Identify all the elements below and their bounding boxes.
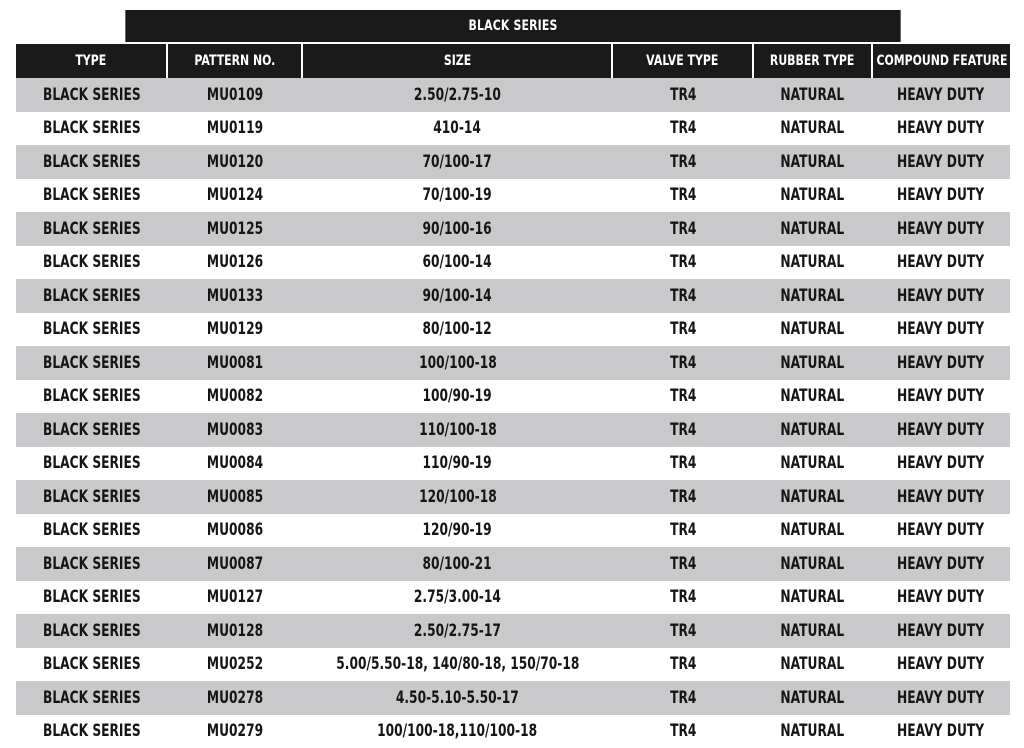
black-series-table [16, 10, 1010, 748]
table-row [16, 715, 1010, 748]
table-row [16, 145, 1010, 179]
cell-rubber-type [753, 681, 872, 715]
cell-pattern-no [168, 279, 302, 313]
cell-rubber-type [753, 145, 872, 179]
cell-valve-type [613, 715, 753, 748]
table-row [16, 212, 1010, 246]
table-row [16, 681, 1010, 715]
cell-type [16, 112, 168, 146]
cell-pattern-no-text: MU0084 [207, 453, 263, 473]
cell-pattern-no [168, 380, 302, 414]
column-header-valve-type [611, 44, 752, 78]
cell-rubber-type [753, 380, 872, 414]
table-row [16, 279, 1010, 313]
cell-type-text: BLACK SERIES [43, 118, 141, 138]
cell-compound-feature-text: HEAVY DUTY [897, 353, 984, 373]
cell-compound-feature-text: HEAVY DUTY [897, 554, 984, 574]
cell-valve-type [613, 480, 753, 514]
cell-type [16, 480, 168, 514]
table-row [16, 313, 1010, 347]
cell-pattern-no [168, 648, 302, 682]
cell-type-text: BLACK SERIES [43, 721, 141, 741]
cell-size [302, 681, 613, 715]
cell-rubber-type [753, 581, 872, 615]
cell-pattern-no [168, 246, 302, 280]
cell-valve-type [613, 179, 753, 213]
cell-compound-feature-text: HEAVY DUTY [897, 152, 984, 172]
cell-size [302, 179, 613, 213]
column-header-pattern-no-label: PATTERN NO. [194, 53, 275, 69]
cell-size-text: 2.50/2.75-17 [414, 621, 501, 641]
cell-pattern-no-text: MU0083 [207, 420, 263, 440]
cell-pattern-no-text: MU0086 [207, 520, 263, 540]
cell-compound-feature-text: HEAVY DUTY [897, 118, 984, 138]
cell-size-text: 2.50/2.75-10 [414, 85, 501, 105]
cell-type [16, 246, 168, 280]
cell-rubber-type-text: NATURAL [781, 420, 845, 440]
cell-type [16, 380, 168, 414]
cell-compound-feature [872, 480, 1010, 514]
column-header-size-label: SIZE [443, 53, 470, 69]
cell-compound-feature [872, 547, 1010, 581]
cell-rubber-type-text: NATURAL [781, 252, 845, 272]
cell-type-text: BLACK SERIES [43, 654, 141, 674]
cell-type-text: BLACK SERIES [43, 185, 141, 205]
column-header-compound-feature-label: COMPOUND FEATURE [876, 53, 1007, 69]
cell-rubber-type-text: NATURAL [781, 353, 845, 373]
cell-pattern-no [168, 514, 302, 548]
cell-rubber-type [753, 547, 872, 581]
cell-compound-feature-text: HEAVY DUTY [897, 286, 984, 306]
cell-pattern-no-text: MU0109 [207, 85, 263, 105]
table-row [16, 514, 1010, 548]
cell-compound-feature [872, 380, 1010, 414]
cell-size [302, 614, 613, 648]
cell-compound-feature-text: HEAVY DUTY [897, 721, 984, 741]
cell-valve-type-text: TR4 [670, 185, 696, 205]
cell-compound-feature-text: HEAVY DUTY [897, 587, 984, 607]
cell-type-text: BLACK SERIES [43, 554, 141, 574]
cell-size-text: 110/100-18 [419, 420, 497, 440]
cell-compound-feature [872, 279, 1010, 313]
cell-compound-feature-text: HEAVY DUTY [897, 654, 984, 674]
cell-pattern-no [168, 112, 302, 146]
cell-compound-feature [872, 212, 1010, 246]
column-header-compound-feature [871, 44, 1010, 78]
cell-valve-type-text: TR4 [670, 386, 696, 406]
cell-pattern-no [168, 212, 302, 246]
cell-rubber-type-text: NATURAL [781, 688, 845, 708]
cell-type [16, 715, 168, 748]
column-header-type-label: TYPE [76, 53, 107, 69]
column-header-type [16, 44, 166, 78]
cell-compound-feature-text: HEAVY DUTY [897, 453, 984, 473]
cell-type-text: BLACK SERIES [43, 453, 141, 473]
table-row [16, 246, 1010, 280]
cell-size [302, 346, 613, 380]
cell-valve-type [613, 514, 753, 548]
cell-type [16, 179, 168, 213]
cell-rubber-type-text: NATURAL [781, 286, 845, 306]
cell-type-text: BLACK SERIES [43, 587, 141, 607]
cell-valve-type-text: TR4 [670, 587, 696, 607]
table-body [16, 78, 1010, 748]
cell-rubber-type-text: NATURAL [781, 386, 845, 406]
cell-rubber-type [753, 313, 872, 347]
cell-rubber-type [753, 212, 872, 246]
cell-size [302, 380, 613, 414]
cell-compound-feature [872, 581, 1010, 615]
cell-valve-type-text: TR4 [670, 252, 696, 272]
cell-rubber-type [753, 112, 872, 146]
cell-compound-feature [872, 313, 1010, 347]
cell-size [302, 480, 613, 514]
cell-valve-type-text: TR4 [670, 85, 696, 105]
column-header-pattern-no [166, 44, 301, 78]
cell-rubber-type-text: NATURAL [781, 654, 845, 674]
cell-pattern-no [168, 480, 302, 514]
column-header-valve-type-label: VALVE TYPE [646, 53, 718, 69]
column-header-rubber-type-label: RUBBER TYPE [770, 53, 854, 69]
cell-type [16, 614, 168, 648]
cell-rubber-type [753, 346, 872, 380]
cell-valve-type-text: TR4 [670, 487, 696, 507]
cell-size [302, 279, 613, 313]
cell-valve-type [613, 614, 753, 648]
cell-size-text: 100/100-18,110/100-18 [377, 721, 537, 741]
cell-pattern-no-text: MU0120 [207, 152, 263, 172]
cell-compound-feature-text: HEAVY DUTY [897, 621, 984, 641]
table-row [16, 179, 1010, 213]
cell-size [302, 581, 613, 615]
cell-valve-type [613, 78, 753, 112]
cell-type [16, 279, 168, 313]
cell-rubber-type [753, 648, 872, 682]
table-row [16, 648, 1010, 682]
cell-size [302, 648, 613, 682]
cell-pattern-no [168, 346, 302, 380]
table-row [16, 78, 1010, 112]
cell-size-text: 90/100-14 [423, 286, 492, 306]
cell-rubber-type-text: NATURAL [781, 554, 845, 574]
cell-size-text: 2.75/3.00-14 [414, 587, 501, 607]
cell-compound-feature [872, 145, 1010, 179]
cell-pattern-no-text: MU0278 [207, 688, 263, 708]
cell-size-text: 120/90-19 [423, 520, 492, 540]
cell-compound-feature [872, 78, 1010, 112]
cell-size [302, 715, 613, 748]
cell-size-text: 410-14 [434, 118, 482, 138]
cell-type-text: BLACK SERIES [43, 219, 141, 239]
cell-valve-type-text: TR4 [670, 286, 696, 306]
cell-size-text: 100/90-19 [423, 386, 492, 406]
cell-valve-type [613, 313, 753, 347]
cell-size-text: 80/100-12 [423, 319, 492, 339]
cell-size-text: 4.50-5.10-5.50-17 [396, 688, 519, 708]
cell-size [302, 447, 613, 481]
cell-valve-type [613, 246, 753, 280]
cell-valve-type-text: TR4 [670, 688, 696, 708]
cell-size-text: 70/100-17 [423, 152, 492, 172]
cell-rubber-type-text: NATURAL [781, 587, 845, 607]
cell-compound-feature [872, 648, 1010, 682]
cell-pattern-no [168, 145, 302, 179]
cell-valve-type-text: TR4 [670, 118, 696, 138]
cell-compound-feature [872, 413, 1010, 447]
cell-rubber-type-text: NATURAL [781, 152, 845, 172]
cell-rubber-type [753, 614, 872, 648]
table-row [16, 480, 1010, 514]
cell-rubber-type [753, 246, 872, 280]
cell-rubber-type [753, 413, 872, 447]
cell-type [16, 547, 168, 581]
cell-pattern-no-text: MU0087 [207, 554, 263, 574]
cell-valve-type [613, 279, 753, 313]
table-row [16, 547, 1010, 581]
cell-valve-type [613, 212, 753, 246]
table-row [16, 614, 1010, 648]
cell-pattern-no [168, 413, 302, 447]
cell-valve-type [613, 547, 753, 581]
table-title: BLACK SERIES [125, 10, 900, 42]
table-row [16, 380, 1010, 414]
cell-size [302, 78, 613, 112]
cell-pattern-no-text: MU0126 [207, 252, 263, 272]
cell-pattern-no [168, 78, 302, 112]
cell-pattern-no-text: MU0128 [207, 621, 263, 641]
cell-size [302, 514, 613, 548]
cell-compound-feature [872, 246, 1010, 280]
cell-size [302, 413, 613, 447]
cell-pattern-no-text: MU0279 [207, 721, 263, 741]
cell-size-text: 110/90-19 [423, 453, 492, 473]
cell-size [302, 547, 613, 581]
cell-pattern-no-text: MU0129 [207, 319, 263, 339]
cell-rubber-type-text: NATURAL [781, 185, 845, 205]
column-header-rubber-type [752, 44, 872, 78]
table-row [16, 581, 1010, 615]
cell-type-text: BLACK SERIES [43, 319, 141, 339]
cell-type [16, 313, 168, 347]
cell-valve-type-text: TR4 [670, 353, 696, 373]
cell-valve-type [613, 112, 753, 146]
cell-type-text: BLACK SERIES [43, 520, 141, 540]
cell-compound-feature [872, 179, 1010, 213]
cell-valve-type-text: TR4 [670, 621, 696, 641]
cell-rubber-type [753, 514, 872, 548]
cell-size-text: 120/100-18 [419, 487, 497, 507]
cell-compound-feature-text: HEAVY DUTY [897, 420, 984, 440]
cell-valve-type-text: TR4 [670, 520, 696, 540]
cell-type [16, 681, 168, 715]
cell-rubber-type-text: NATURAL [781, 453, 845, 473]
cell-compound-feature-text: HEAVY DUTY [897, 185, 984, 205]
cell-size-text: 80/100-21 [423, 554, 492, 574]
cell-type-text: BLACK SERIES [43, 688, 141, 708]
cell-valve-type-text: TR4 [670, 420, 696, 440]
cell-rubber-type [753, 447, 872, 481]
cell-pattern-no [168, 179, 302, 213]
cell-rubber-type-text: NATURAL [781, 721, 845, 741]
cell-rubber-type [753, 78, 872, 112]
cell-type [16, 581, 168, 615]
cell-valve-type-text: TR4 [670, 554, 696, 574]
cell-valve-type-text: TR4 [670, 319, 696, 339]
cell-pattern-no-text: MU0124 [207, 185, 263, 205]
cell-size [302, 246, 613, 280]
cell-type [16, 447, 168, 481]
cell-pattern-no-text: MU0119 [207, 118, 263, 138]
table-row [16, 112, 1010, 146]
cell-compound-feature-text: HEAVY DUTY [897, 520, 984, 540]
cell-compound-feature [872, 112, 1010, 146]
cell-size [302, 112, 613, 146]
cell-compound-feature-text: HEAVY DUTY [897, 688, 984, 708]
cell-compound-feature [872, 447, 1010, 481]
cell-pattern-no-text: MU0127 [207, 587, 263, 607]
cell-type-text: BLACK SERIES [43, 621, 141, 641]
cell-type [16, 514, 168, 548]
cell-valve-type [613, 447, 753, 481]
column-header-size [301, 44, 611, 78]
cell-rubber-type-text: NATURAL [781, 118, 845, 138]
cell-pattern-no-text: MU0081 [207, 353, 263, 373]
cell-compound-feature-text: HEAVY DUTY [897, 85, 984, 105]
cell-compound-feature [872, 346, 1010, 380]
cell-rubber-type-text: NATURAL [781, 319, 845, 339]
cell-pattern-no-text: MU0133 [207, 286, 263, 306]
cell-rubber-type [753, 715, 872, 748]
cell-valve-type [613, 581, 753, 615]
cell-type [16, 648, 168, 682]
cell-size-text: 70/100-19 [423, 185, 492, 205]
cell-size-text: 100/100-18 [419, 353, 497, 373]
cell-size-text: 60/100-14 [423, 252, 492, 272]
cell-type [16, 346, 168, 380]
cell-compound-feature [872, 514, 1010, 548]
cell-type-text: BLACK SERIES [43, 252, 141, 272]
cell-pattern-no [168, 681, 302, 715]
cell-valve-type [613, 346, 753, 380]
cell-compound-feature-text: HEAVY DUTY [897, 219, 984, 239]
cell-type [16, 145, 168, 179]
cell-size [302, 145, 613, 179]
cell-pattern-no-text: MU0085 [207, 487, 263, 507]
cell-type [16, 78, 168, 112]
cell-rubber-type-text: NATURAL [781, 487, 845, 507]
cell-type-text: BLACK SERIES [43, 420, 141, 440]
cell-compound-feature [872, 681, 1010, 715]
cell-pattern-no [168, 614, 302, 648]
cell-compound-feature-text: HEAVY DUTY [897, 252, 984, 272]
cell-size-text: 5.00/5.50-18, 140/80-18, 150/70-18 [336, 654, 579, 674]
cell-pattern-no [168, 581, 302, 615]
cell-pattern-no [168, 447, 302, 481]
table-header-row [16, 42, 1010, 78]
cell-pattern-no [168, 547, 302, 581]
cell-pattern-no [168, 313, 302, 347]
cell-pattern-no-text: MU0252 [207, 654, 263, 674]
cell-size-text: 90/100-16 [423, 219, 492, 239]
cell-pattern-no-text: MU0125 [207, 219, 263, 239]
table-row [16, 413, 1010, 447]
cell-valve-type-text: TR4 [670, 721, 696, 741]
cell-rubber-type-text: NATURAL [781, 520, 845, 540]
cell-pattern-no-text: MU0082 [207, 386, 263, 406]
cell-valve-type-text: TR4 [670, 453, 696, 473]
cell-rubber-type-text: NATURAL [781, 621, 845, 641]
cell-valve-type [613, 648, 753, 682]
cell-rubber-type-text: NATURAL [781, 219, 845, 239]
cell-type-text: BLACK SERIES [43, 353, 141, 373]
cell-valve-type-text: TR4 [670, 152, 696, 172]
cell-compound-feature [872, 715, 1010, 748]
cell-type-text: BLACK SERIES [43, 85, 141, 105]
cell-rubber-type [753, 179, 872, 213]
cell-pattern-no [168, 715, 302, 748]
cell-compound-feature-text: HEAVY DUTY [897, 319, 984, 339]
cell-rubber-type [753, 279, 872, 313]
cell-valve-type [613, 145, 753, 179]
cell-compound-feature-text: HEAVY DUTY [897, 386, 984, 406]
cell-type [16, 212, 168, 246]
cell-type-text: BLACK SERIES [43, 286, 141, 306]
cell-compound-feature [872, 614, 1010, 648]
cell-rubber-type-text: NATURAL [781, 85, 845, 105]
cell-type [16, 413, 168, 447]
cell-valve-type-text: TR4 [670, 219, 696, 239]
cell-type-text: BLACK SERIES [43, 152, 141, 172]
cell-rubber-type [753, 480, 872, 514]
cell-type-text: BLACK SERIES [43, 386, 141, 406]
cell-size [302, 313, 613, 347]
table-row [16, 447, 1010, 481]
table-row [16, 346, 1010, 380]
cell-valve-type [613, 681, 753, 715]
cell-size [302, 212, 613, 246]
cell-compound-feature-text: HEAVY DUTY [897, 487, 984, 507]
cell-type-text: BLACK SERIES [43, 487, 141, 507]
cell-valve-type-text: TR4 [670, 654, 696, 674]
cell-valve-type [613, 413, 753, 447]
cell-valve-type [613, 380, 753, 414]
